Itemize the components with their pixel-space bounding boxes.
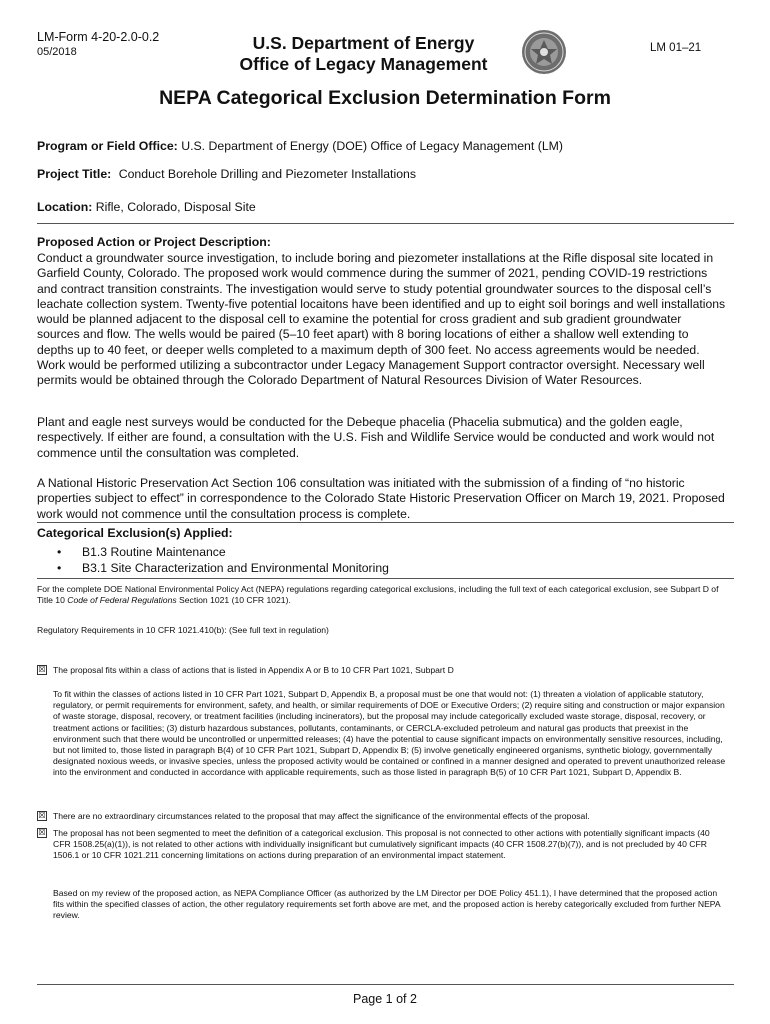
checkbox-checked[interactable]: ☒ bbox=[38, 811, 46, 820]
doe-seal-icon bbox=[521, 29, 567, 75]
program-field bbox=[37, 138, 563, 154]
office-name: Office of Legacy Management bbox=[239, 54, 488, 74]
exclusion-item: • B3.1 Site Characterization and Environmental Monitoring bbox=[57, 561, 389, 577]
project-label: Project Title: bbox=[37, 167, 112, 181]
exclusions-list bbox=[57, 545, 389, 576]
cfr-note-text: For the complete DOE National Environmental Policy Act (NEPA) regulations regarding categorical exclusions, including the full text of each categorical exclusion, see Subpart D of Title 10 bbox=[37, 584, 719, 606]
cfr-note bbox=[37, 584, 727, 606]
check-1-detail: To fit within the classes of actions listed in 10 CFR Part 1021, Subpart D, Appendix B, a proposal must be one that would not: (1) threaten a violation of applicable statutory, regulatory, or permit requirements for environment, safety, and health, or similar requirements of DOE or Executive Orders; (2) require siting and construction or major expansion of waste storage, disposal, recovery, or treatment facilities (including incinerators), but the proposal may include categorically excluded waste storage, disposal, recovery, or treatment actions or facilities; (3) disturb hazardous substances, pollutants, contaminants, or CERCLA-excluded petroleum and natural gas products that preexist in the environment such that there would be uncontrolled or unpermitted releases; (4) have the potential to cause significant impacts on environmentally sensitive resources, including, but not limited to, those listed in paragraph B(4) of 10 CFR Part 1021, Subpart D, Appendix B; (5) involve genetically engineered organisms, synthetic biology, governmentally designated noxious weeds, or invasive species, unless the proposed activity would be contained or confined in a manner designed and operated to prevent unauthorized release into the environment and conducted in accordance with applicable requirements, such as those listed in paragraph B(5) of 10 CFR Part 1021, Subpart D, Appendix B. bbox=[53, 689, 726, 778]
determination-statement: Based on my review of the proposed action, as NEPA Compliance Officer (as authorized by the LM Director per DOE Policy 451.1), I have determined that the proposed action fits within the specified classes of action, the other regulatory requirements set forth above are met, and the proposed action is hereby categorically excluded from further NEPA review. bbox=[53, 888, 721, 921]
form-id: LM-Form 4-20-2.0-0.2 bbox=[37, 30, 160, 44]
checkbox-checked[interactable]: ☒ bbox=[38, 665, 46, 674]
cfr-note-text-end: Section 1021 (10 CFR 1021). bbox=[176, 595, 291, 606]
regulatory-requirements: Regulatory Requirements in 10 CFR 1021.410(b): (See full text in regulation) bbox=[37, 625, 329, 635]
proposed-action-heading: Proposed Action or Project Description: bbox=[37, 235, 271, 249]
divider bbox=[37, 578, 734, 579]
proposed-action-paragraph-3: A National Historic Preservation Act Section 106 consultation was initiated with the submission of a finding of “no historic properties subject to effect” in correspondence to the Colorado State Historic Preservation Officer on March 19, 2021. Proposed work would not commence until the consultation process is complete. bbox=[37, 476, 725, 521]
proposed-action-paragraph-1: Conduct a groundwater source investigation, to include boring and piezometer installations at the Rifle disposal site located in Garfield County, Colorado. The proposed work would commence during the summer of 2021, pending COVID-19 restrictions and contract transition constraints. The investigation would serve to study potential groundwater sources to the disposal cell’s leachate collection system. Twenty-five potential locaitons have been identified and up to eight soil borings and well installations would be planned adjacent to the disposal cell to examine the potential for cross gradient and sub gradient groundwater sources and flow. The wells would be paired (5–10 feet apart) with 8 boring locations of either a shallow well extending to depths up to 40 feet, or deeper wells completed to a maximum depth of 300 feet. No access agreements would be needed. Work would be performed utilizing a subcontractor under Legacy Management Support contractor oversight. Necessary well permits would be obtained through the Colorado Department of Natural Resources Division of Water Resources. bbox=[37, 251, 726, 388]
location-value: Rifle, Colorado, Disposal Site bbox=[95, 200, 256, 214]
department-name: U.S. Department of Energy bbox=[252, 33, 475, 53]
footer-divider bbox=[37, 984, 734, 985]
page-number: Page 1 of 2 bbox=[353, 992, 417, 1006]
check-text-3: The proposal has not been segmented to meet the definition of a categorical exclusion. This proposal is not connected to other actions with potentially significant impacts (40 CFR 1508.25(a)(1)), is not related to other actions with individually insignificant but cumulatively significant impacts (40 CFR 1508.27(b)(7)), and is not precluded by 40 CFR 1506.1 or 10 CFR 1021.211 concerning limitations on actions during preparation of an environmental impact statement. bbox=[53, 828, 710, 861]
exclusions-heading: Categorical Exclusion(s) Applied: bbox=[37, 526, 233, 540]
form-date: 05/2018 bbox=[37, 46, 77, 58]
check-text-1: The proposal fits within a class of actions that is listed in Appendix A or B to 10 CFR Part 1021, Subpart D bbox=[53, 665, 454, 675]
page-title: NEPA Categorical Exclusion Determination Form bbox=[159, 87, 611, 109]
divider bbox=[37, 522, 734, 523]
department-heading bbox=[226, 33, 501, 75]
check-text-2: There are no extraordinary circumstances related to the proposal that may affect the significance of the environmental effects of the proposal. bbox=[53, 811, 590, 821]
checkbox-checked[interactable]: ☒ bbox=[38, 828, 46, 837]
cfr-note-italic: Code of Federal Regulations bbox=[67, 595, 177, 606]
project-value: Conduct Borehole Drilling and Piezometer Installations bbox=[118, 167, 417, 181]
lm-number: LM 01–21 bbox=[650, 42, 702, 54]
divider bbox=[37, 223, 734, 224]
exclusion-item: • B1.3 Routine Maintenance bbox=[57, 545, 389, 561]
proposed-action-paragraph-2: Plant and eagle nest surveys would be conducted for the Debeque phacelia (Phacelia submutica) and the golden eagle, respectively. If either are found, a consultation with the U.S. Fish and Wildlife Service would be conducted and work would not commence until the consultation was completed. bbox=[37, 415, 715, 460]
location-label: Location: bbox=[37, 200, 93, 214]
program-label: Program or Field Office: bbox=[37, 139, 178, 153]
location-field bbox=[37, 199, 256, 215]
program-value: U.S. Department of Energy (DOE) Office of Legacy Management (LM) bbox=[181, 139, 564, 153]
project-field bbox=[37, 166, 416, 182]
